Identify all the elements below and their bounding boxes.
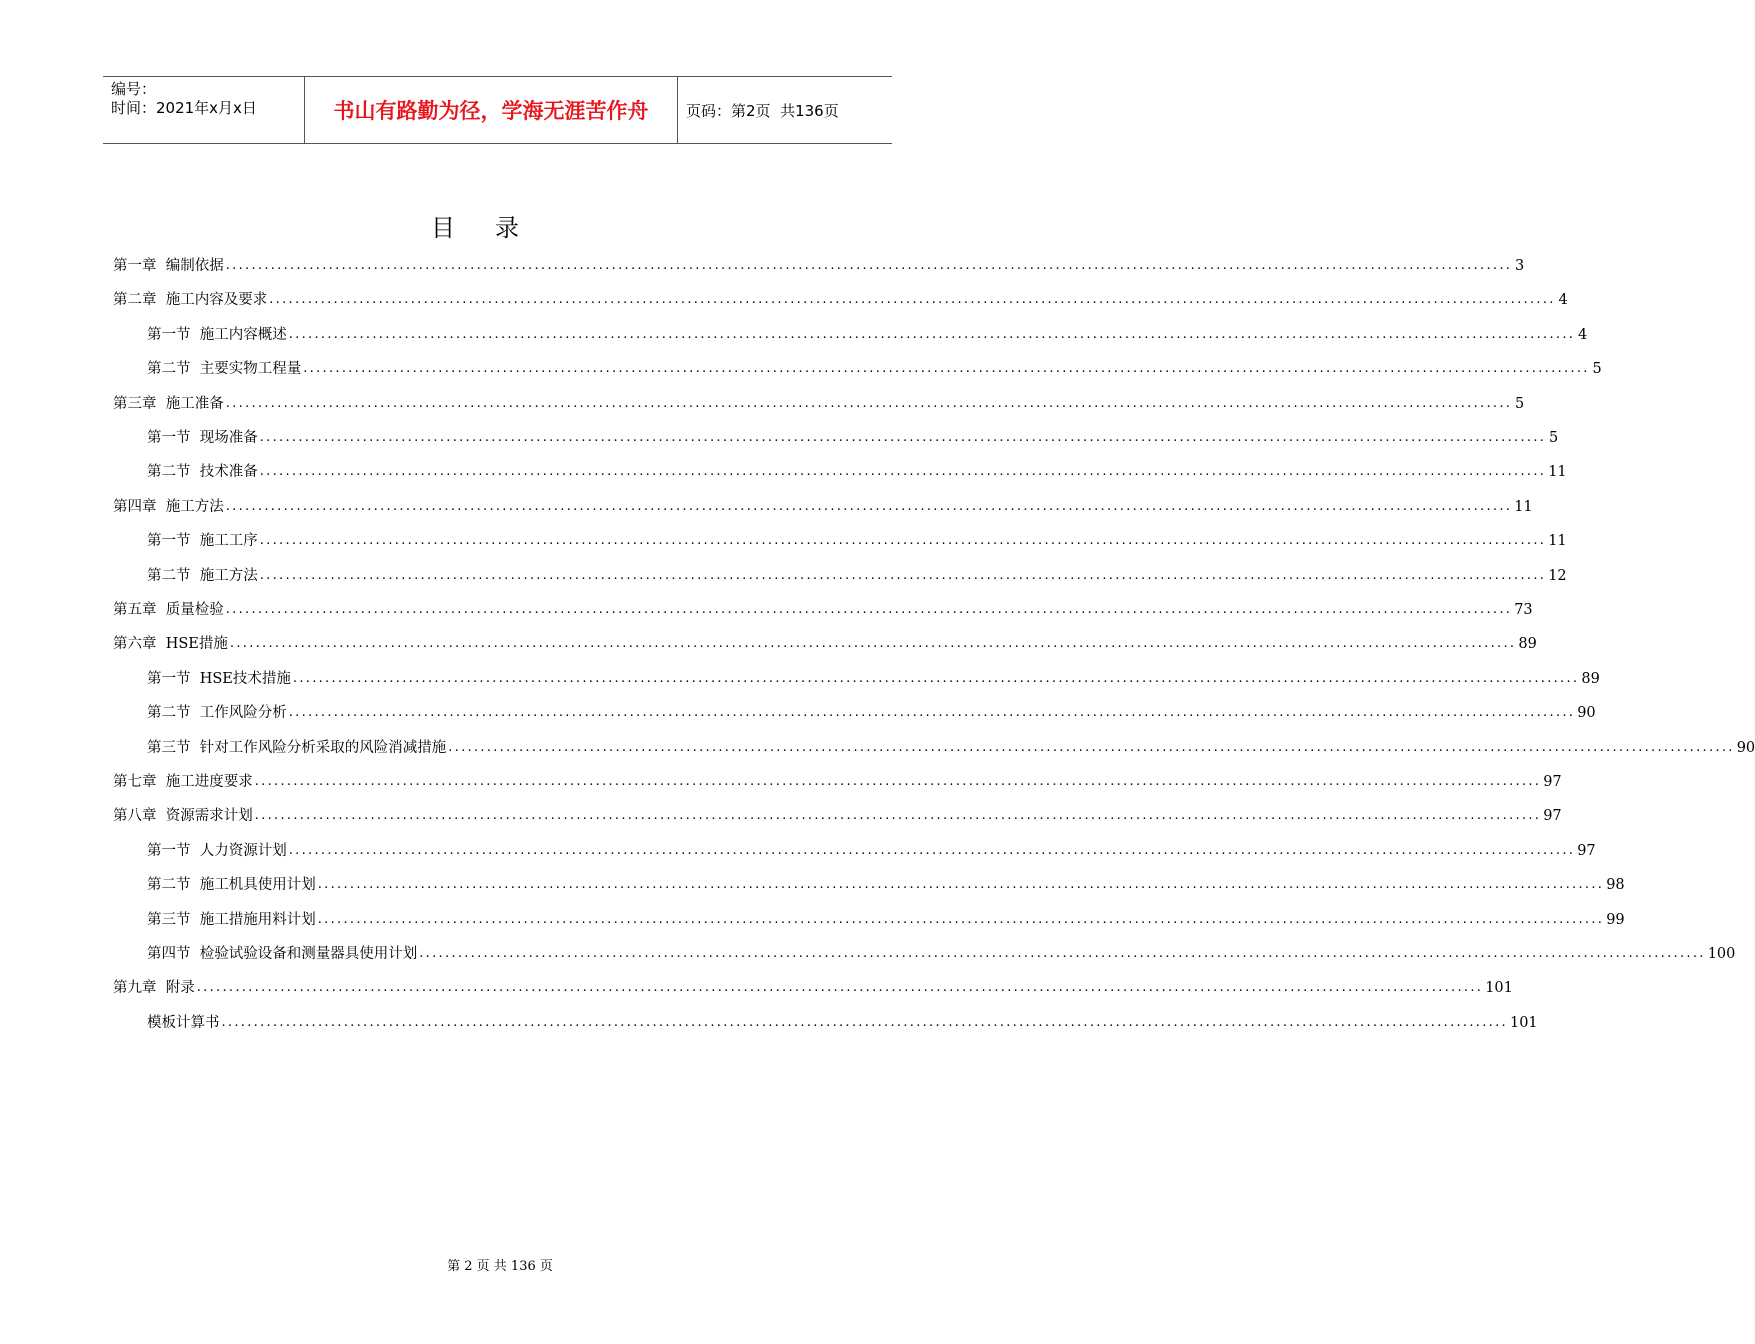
toc-entry[interactable] xyxy=(147,355,1602,379)
toc-leader-dots: ........................................................................................................................................................................................................ xyxy=(259,533,1547,549)
header-page-number xyxy=(678,77,892,143)
toc-entry-label: 第一节 施工工序 xyxy=(147,533,258,550)
toc-entry-label: 第二节 技术准备 xyxy=(147,464,258,481)
toc-leader-dots: ........................................................................................................................................................................................................ xyxy=(221,1014,1508,1030)
toc-entry[interactable] xyxy=(113,286,1568,310)
toc-leader-dots: ........................................................................................................................................................................................................ xyxy=(225,498,1513,514)
toc-entry-page: 5 xyxy=(1592,361,1602,378)
page-header xyxy=(103,76,892,144)
toc-entry[interactable] xyxy=(147,940,1736,964)
toc-entry-label: 第一节 HSE技术措施 xyxy=(147,670,291,687)
toc-entry-label: 第四章 施工方法 xyxy=(113,498,224,515)
toc-entry[interactable] xyxy=(113,493,1533,517)
toc-entry-label: 第九章 附录 xyxy=(113,980,195,997)
page-footer: 第 2 页 共 136 页 xyxy=(447,1259,553,1274)
toc-leader-dots: ........................................................................................................................................................................................................ xyxy=(292,670,1580,686)
toc-entry-label: 第一节 人力资源计划 xyxy=(147,842,287,859)
toc-entry-page: 3 xyxy=(1514,258,1525,274)
header-meta xyxy=(103,77,304,143)
toc-leader-dots: ........................................................................................................................................................................................................ xyxy=(317,877,1605,893)
toc-entry[interactable] xyxy=(113,768,1562,792)
toc-entry-page: 97 xyxy=(1543,774,1562,790)
toc-leader-dots: ........................................................................................................................................................................................................ xyxy=(229,636,1517,652)
toc-entry[interactable] xyxy=(113,802,1562,826)
toc-leader-dots: ........................................................................................................................................................................................................ xyxy=(225,395,1513,411)
toc-entry[interactable] xyxy=(113,390,1525,414)
toc-entry-label: 第二节 施工方法 xyxy=(147,567,258,584)
toc-entry[interactable] xyxy=(113,974,1513,998)
toc-entry-page: 4 xyxy=(1558,292,1568,309)
toc-entry-label: 第三节 针对工作风险分析采取的风险消减措施 xyxy=(147,739,447,756)
toc-entry-label: 第四节 检验试验设备和测量器具使用计划 xyxy=(147,946,418,962)
toc-entry-page: 11 xyxy=(1548,533,1567,550)
document-date: 时间：2021年x月x日 xyxy=(111,99,257,117)
toc-leader-dots: ........................................................................................................................................................................................................ xyxy=(259,430,1547,445)
toc-entry-page: 5 xyxy=(1548,430,1559,446)
header-motto: 书山有路勤为径，学海无涯苦作舟 xyxy=(304,77,678,143)
toc-leader-dots: ........................................................................................................................................................................................................ xyxy=(225,602,1513,617)
toc-entry-label: 第五章 质量检验 xyxy=(113,602,224,618)
toc-leader-dots: ........................................................................................................................................................................................................ xyxy=(288,326,1576,342)
toc-entry[interactable] xyxy=(147,871,1625,895)
toc-entry[interactable] xyxy=(147,562,1567,586)
toc-entry[interactable] xyxy=(147,527,1567,551)
toc-leader-dots: ........................................................................................................................................................................................................ xyxy=(196,980,1484,996)
toc-entry[interactable] xyxy=(147,906,1625,930)
toc-entry[interactable] xyxy=(147,1009,1538,1033)
document-code: 编号： xyxy=(111,80,157,98)
toc-leader-dots: ........................................................................................................................................................................................................ xyxy=(254,774,1542,789)
toc-entry-page: 11 xyxy=(1548,464,1567,481)
toc-leader-dots: ........................................................................................................................................................................................................ xyxy=(448,739,1735,755)
toc-leader-dots: ........................................................................................................................................................................................................ xyxy=(225,258,1513,273)
toc-entry[interactable] xyxy=(147,424,1559,448)
toc-title: 目录 xyxy=(431,214,559,242)
toc-entry-page: 101 xyxy=(1509,1014,1538,1031)
toc-entry-page: 11 xyxy=(1514,498,1533,515)
toc-leader-dots: ........................................................................................................................................................................................................ xyxy=(303,361,1590,377)
toc-entry[interactable] xyxy=(147,734,1755,758)
toc-entry[interactable] xyxy=(147,665,1600,689)
toc-entry-page: 100 xyxy=(1707,946,1736,962)
toc-entry-page: 89 xyxy=(1518,636,1537,653)
toc-entry[interactable] xyxy=(147,458,1567,482)
toc-leader-dots: ........................................................................................................................................................................................................ xyxy=(317,911,1605,927)
toc-entry-label: 第二节 施工机具使用计划 xyxy=(147,877,316,894)
toc-leader-dots: ........................................................................................................................................................................................................ xyxy=(259,464,1547,480)
toc-leader-dots: ........................................................................................................................................................................................................ xyxy=(259,567,1547,583)
toc-entry-label: 第六章 HSE措施 xyxy=(113,636,228,653)
toc-entry-page: 90 xyxy=(1736,739,1755,756)
toc-entry-page: 12 xyxy=(1548,567,1567,584)
toc-entry-label: 第八章 资源需求计划 xyxy=(113,808,253,825)
toc-leader-dots: ........................................................................................................................................................................................................ xyxy=(269,292,1556,308)
toc-entry-page: 101 xyxy=(1485,980,1513,997)
toc-entry-page: 98 xyxy=(1606,877,1625,894)
toc-entry[interactable] xyxy=(147,699,1596,723)
toc-entry-label: 第二节 主要实物工程量 xyxy=(147,361,302,378)
toc-entry-page: 73 xyxy=(1514,602,1533,618)
toc-entry-label: 模板计算书 xyxy=(147,1014,220,1031)
toc-entry-page: 97 xyxy=(1577,842,1596,859)
toc-entry[interactable] xyxy=(113,630,1537,654)
toc-leader-dots: ........................................................................................................................................................................................................ xyxy=(288,705,1576,721)
toc-entry-label: 第三节 施工措施用料计划 xyxy=(147,911,316,928)
toc-entry[interactable] xyxy=(147,837,1596,861)
toc-entry-label: 第一章 编制依据 xyxy=(113,258,224,274)
header-page-label: 页码：第2页 共136页 xyxy=(686,101,839,120)
toc-leader-dots: ........................................................................................................................................................................................................ xyxy=(288,842,1576,858)
toc-entry-label: 第七章 施工进度要求 xyxy=(113,774,253,790)
toc-entry-label: 第二章 施工内容及要求 xyxy=(113,292,268,309)
toc-entry-page: 97 xyxy=(1543,808,1562,825)
toc-entry-label: 第一节 施工内容概述 xyxy=(147,326,287,343)
toc-entry-page: 89 xyxy=(1581,670,1600,687)
toc-leader-dots: ........................................................................................................................................................................................................ xyxy=(254,808,1542,824)
toc-entry[interactable] xyxy=(147,321,1588,345)
toc-entry-label: 第一节 现场准备 xyxy=(147,430,258,446)
toc-entry-label: 第二节 工作风险分析 xyxy=(147,705,287,722)
toc-entry-page: 4 xyxy=(1577,326,1588,343)
toc-entry[interactable] xyxy=(113,252,1525,276)
toc-entry-label: 第三章 施工准备 xyxy=(113,395,224,412)
toc-entry-page: 5 xyxy=(1514,395,1525,412)
toc-entry-page: 99 xyxy=(1606,911,1625,928)
toc-leader-dots: ........................................................................................................................................................................................................ xyxy=(419,946,1706,961)
toc-entry[interactable] xyxy=(113,596,1533,620)
toc-entry-page: 90 xyxy=(1577,705,1596,722)
